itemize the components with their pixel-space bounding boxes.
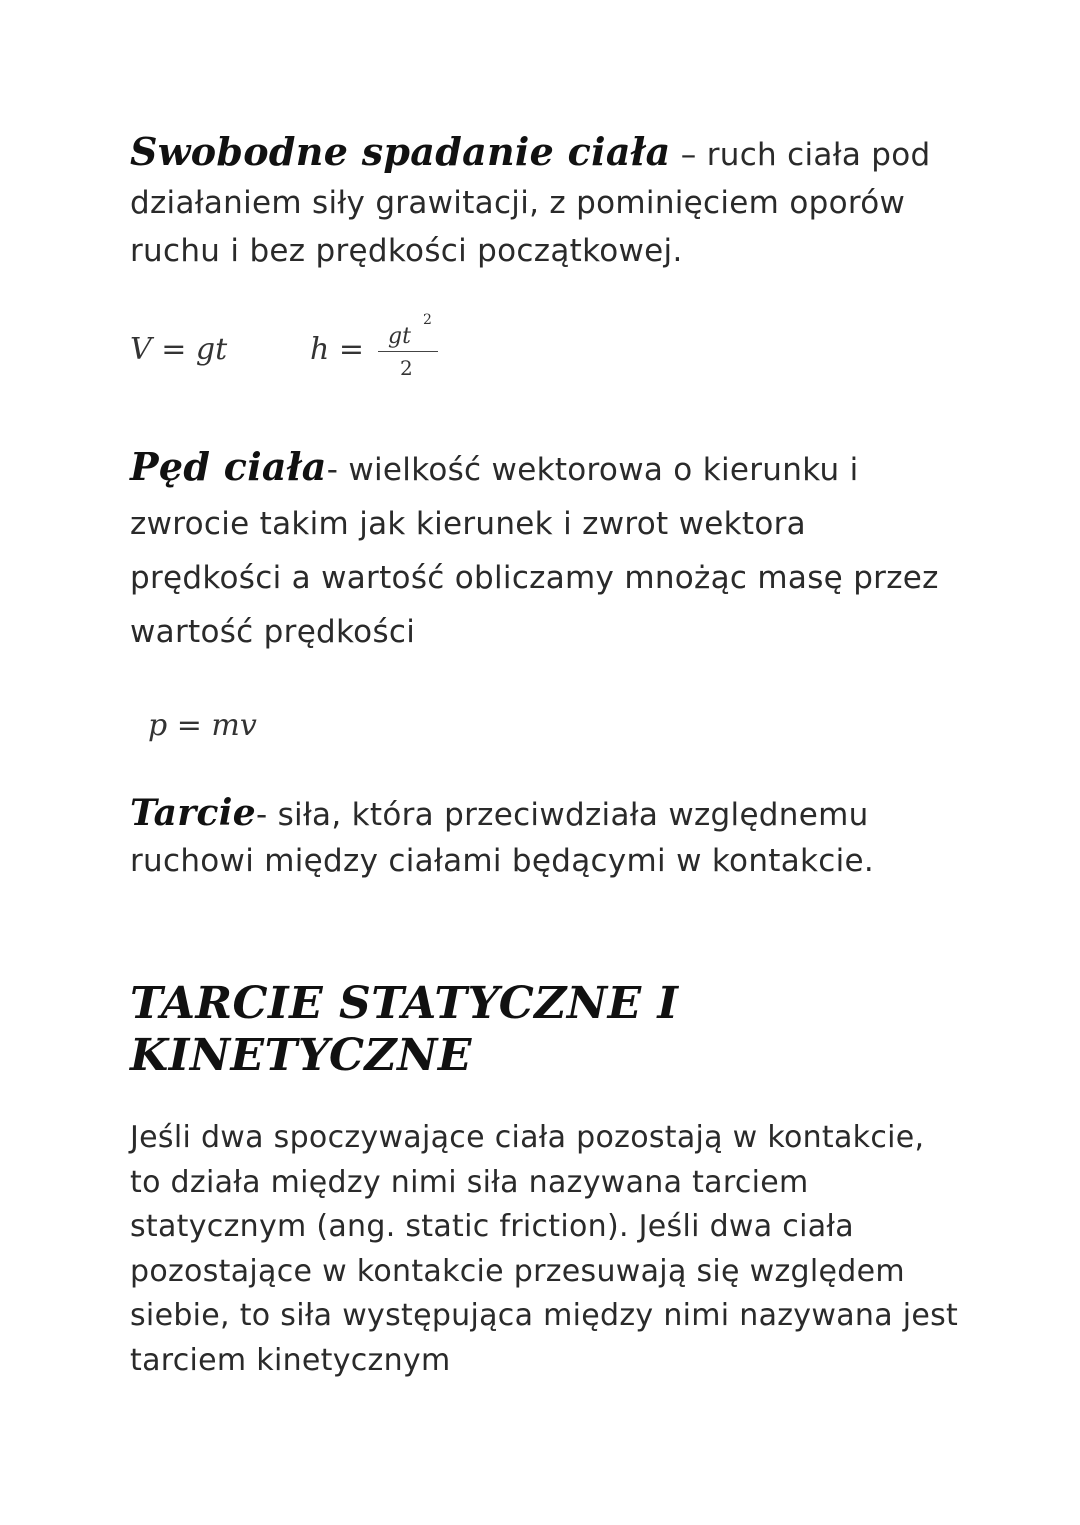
momentum-text: wielkość wektorowa o kierunku i zwrocie takim jak kierunek i zwrot wektora prędkości a wartość obliczamy mnożąc masę przez wartość prędkości: [130, 452, 939, 650]
height-fraction: [378, 312, 438, 388]
free-fall-text: ruch ciała pod działaniem siły grawitacji, z pominięciem oporów ruchu i bez prędkości początkowej.: [130, 137, 931, 269]
height-formula-lhs: h =: [310, 332, 364, 367]
friction-definition: [130, 790, 960, 884]
momentum-definition: [130, 440, 960, 659]
friction-separator: -: [255, 797, 278, 833]
free-fall-formulas: [130, 312, 530, 388]
free-fall-term: Swobodne spadanie ciała: [130, 129, 671, 174]
free-fall-definition: [130, 128, 960, 275]
free-fall-separator: –: [670, 137, 707, 173]
static-kinetic-paragraph: Jeśli dwa spoczywające ciała pozostają w kontakcie, to działa między nimi siła nazywana tarciem statycznym (ang. static friction). Jeśli dwa ciała pozostające w kontakcie przesuwają się względem siebie, to siła występująca między nimi nazywana jest tarciem kinetycznym: [130, 1120, 959, 1378]
momentum-separator: -: [326, 452, 349, 488]
height-numerator: gt: [388, 324, 411, 349]
friction-text: siła, która przeciwdziała względnemu ruchowi między ciałami będącymi w kontakcie.: [130, 797, 875, 879]
velocity-formula: V = gt: [130, 332, 228, 367]
momentum-formula: p = mv: [148, 708, 257, 743]
friction-term: Tarcie: [130, 792, 256, 834]
fraction-bar: [378, 351, 438, 352]
height-denominator: 2: [400, 356, 413, 380]
momentum-term: Pęd ciała: [130, 444, 327, 489]
height-exponent: 2: [423, 312, 432, 328]
section-heading: TARCIE STATYCZNE I KINETYCZNE: [130, 978, 679, 1081]
